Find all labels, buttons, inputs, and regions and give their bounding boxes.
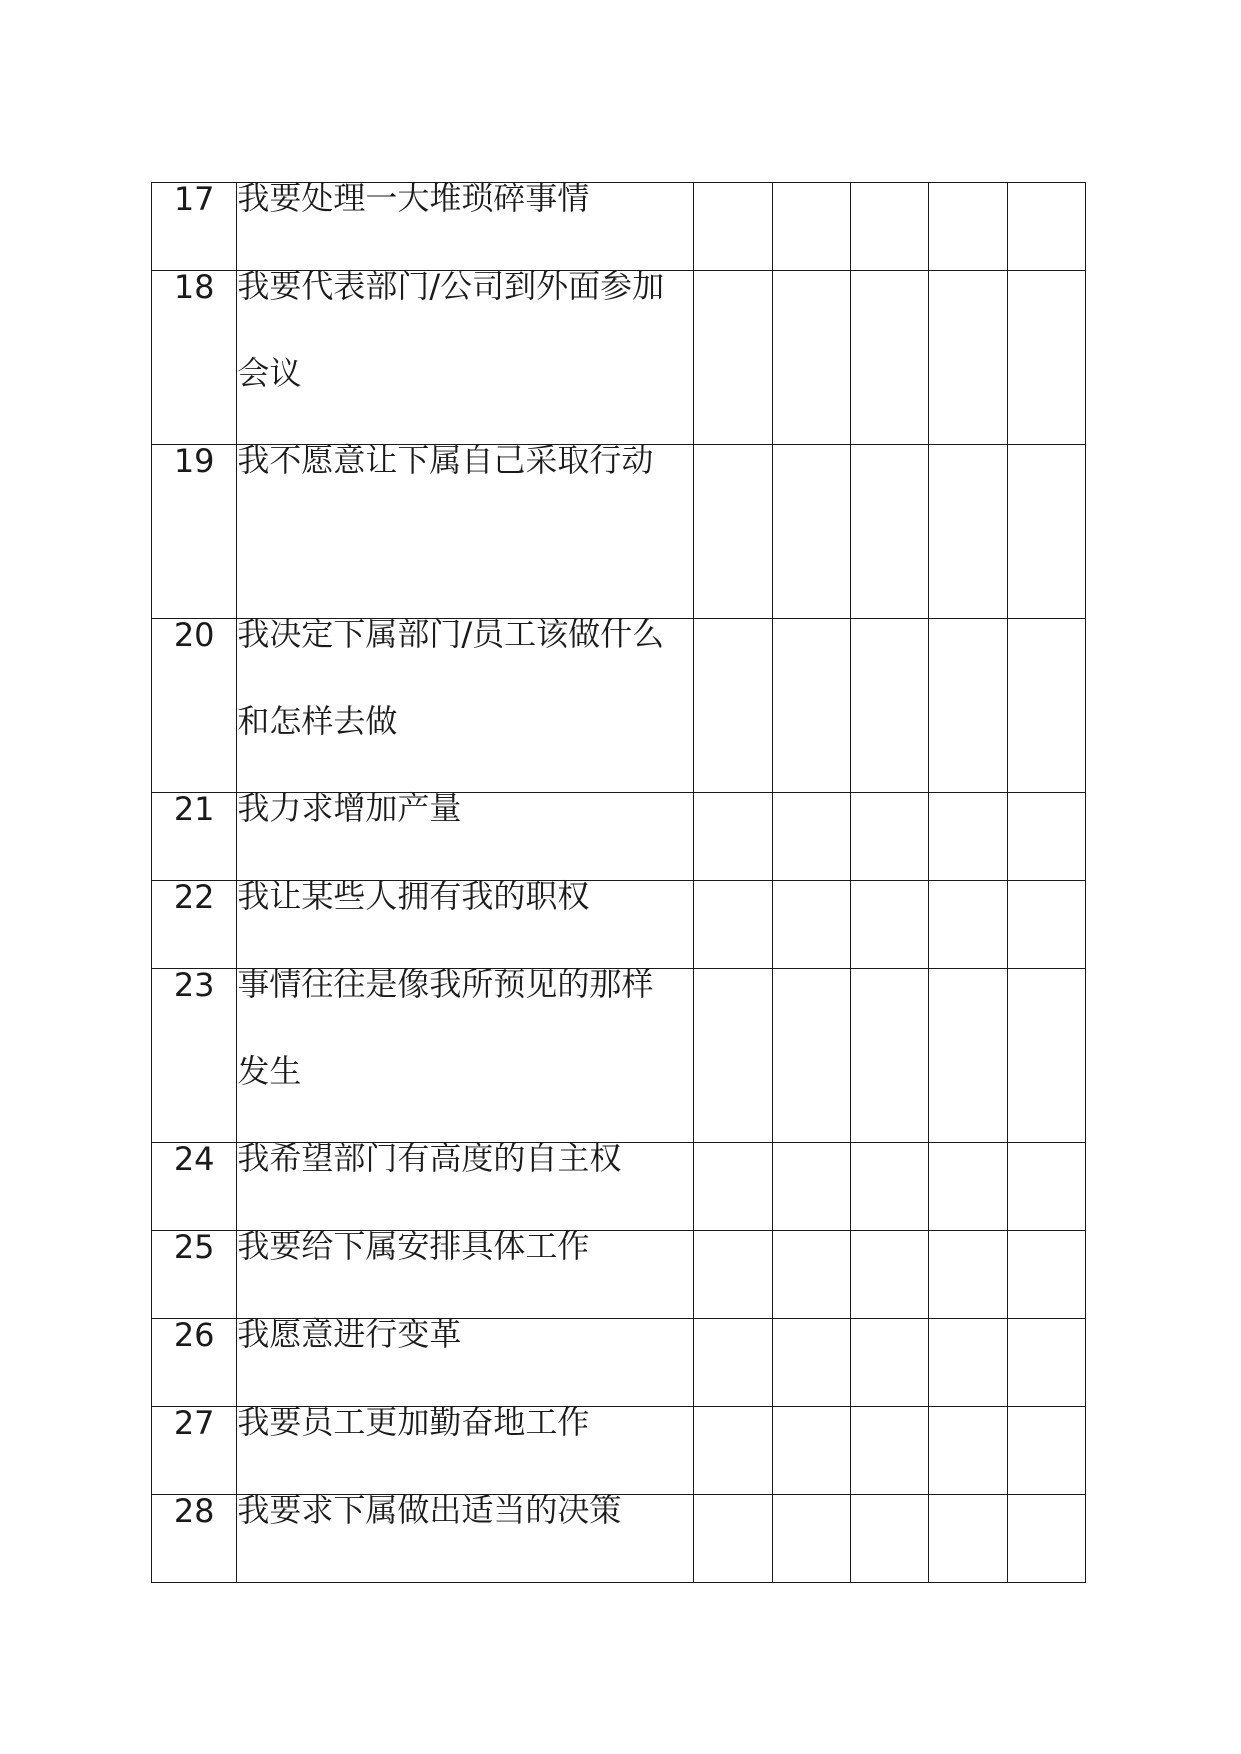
score-cell-1[interactable] <box>694 793 772 881</box>
score-cell-3[interactable] <box>850 969 928 1143</box>
item-statement: 我要处理一大堆琐碎事情 <box>237 179 590 217</box>
survey-table <box>151 179 1086 1583</box>
score-cell-4[interactable] <box>929 969 1007 1143</box>
item-number: 28 <box>152 1495 237 1583</box>
score-cell-3[interactable] <box>850 619 928 793</box>
score-cell-3[interactable] <box>850 881 928 969</box>
item-statement: 我要求下属做出适当的决策 <box>237 1491 622 1529</box>
item-statement: 我要给下属安排具体工作 <box>237 1227 590 1265</box>
score-cell-1[interactable] <box>694 619 772 793</box>
item-number: 22 <box>152 881 237 969</box>
score-cell-1[interactable] <box>694 1143 772 1231</box>
item-statement-cell <box>237 1491 694 1583</box>
score-cell-4[interactable] <box>929 445 1007 619</box>
score-cell-2[interactable] <box>772 793 850 881</box>
score-cell-5[interactable] <box>1007 793 1085 881</box>
score-cell-2[interactable] <box>772 969 850 1143</box>
score-cell-3[interactable] <box>850 445 928 619</box>
score-cell-3[interactable] <box>850 271 928 445</box>
score-cell-3[interactable] <box>850 1143 928 1231</box>
score-cell-5[interactable] <box>1007 1407 1085 1495</box>
score-cell-1[interactable] <box>694 271 772 445</box>
score-cell-2[interactable] <box>772 1495 850 1583</box>
item-statement: 我力求增加产量 <box>237 789 462 827</box>
score-cell-3[interactable] <box>850 793 928 881</box>
score-cell-2[interactable] <box>772 881 850 969</box>
item-number: 20 <box>152 619 237 793</box>
score-cell-2[interactable] <box>772 1231 850 1319</box>
score-cell-1[interactable] <box>694 1319 772 1407</box>
score-cell-4[interactable] <box>929 1407 1007 1495</box>
score-cell-1[interactable] <box>694 183 772 271</box>
score-cell-3[interactable] <box>850 183 928 271</box>
score-cell-2[interactable] <box>772 619 850 793</box>
item-number: 27 <box>152 1407 237 1495</box>
item-statement: 我不愿意让下属自己采取行动 <box>237 441 654 479</box>
score-cell-4[interactable] <box>929 1495 1007 1583</box>
item-statement: 我要员工更加勤奋地工作 <box>237 1403 590 1441</box>
score-cell-4[interactable] <box>929 183 1007 271</box>
score-cell-5[interactable] <box>1007 881 1085 969</box>
score-cell-4[interactable] <box>929 619 1007 793</box>
score-cell-4[interactable] <box>929 1319 1007 1407</box>
item-number: 23 <box>152 969 237 1143</box>
score-cell-5[interactable] <box>1007 1319 1085 1407</box>
score-cell-1[interactable] <box>694 969 772 1143</box>
item-number: 26 <box>152 1319 237 1407</box>
score-cell-2[interactable] <box>772 1143 850 1231</box>
score-cell-1[interactable] <box>694 1495 772 1583</box>
score-cell-1[interactable] <box>694 1407 772 1495</box>
score-cell-5[interactable] <box>1007 619 1085 793</box>
item-number: 25 <box>152 1231 237 1319</box>
score-cell-3[interactable] <box>850 1231 928 1319</box>
score-cell-1[interactable] <box>694 881 772 969</box>
item-statement: 我让某些人拥有我的职权 <box>237 877 590 915</box>
item-statement: 我希望部门有高度的自主权 <box>237 1139 622 1177</box>
score-cell-5[interactable] <box>1007 183 1085 271</box>
score-cell-5[interactable] <box>1007 1495 1085 1583</box>
score-cell-1[interactable] <box>694 445 772 619</box>
item-number: 17 <box>152 183 237 271</box>
score-cell-5[interactable] <box>1007 1143 1085 1231</box>
item-number: 24 <box>152 1143 237 1231</box>
score-cell-2[interactable] <box>772 445 850 619</box>
score-cell-5[interactable] <box>1007 445 1085 619</box>
score-cell-5[interactable] <box>1007 271 1085 445</box>
item-statement: 我要代表部门/公司到外面参加会议 <box>237 267 665 392</box>
score-cell-3[interactable] <box>850 1407 928 1495</box>
score-cell-5[interactable] <box>1007 969 1085 1143</box>
score-cell-4[interactable] <box>929 1143 1007 1231</box>
item-statement: 事情往往是像我所预见的那样发生 <box>237 965 654 1090</box>
score-cell-3[interactable] <box>850 1319 928 1407</box>
item-statement: 我愿意进行变革 <box>237 1315 462 1353</box>
score-cell-2[interactable] <box>772 1319 850 1407</box>
score-cell-2[interactable] <box>772 183 850 271</box>
table-row <box>152 1495 1086 1583</box>
score-cell-2[interactable] <box>772 271 850 445</box>
score-cell-4[interactable] <box>929 793 1007 881</box>
score-cell-4[interactable] <box>929 1231 1007 1319</box>
item-number: 19 <box>152 445 237 619</box>
score-cell-5[interactable] <box>1007 1231 1085 1319</box>
score-cell-1[interactable] <box>694 1231 772 1319</box>
score-cell-2[interactable] <box>772 1407 850 1495</box>
score-cell-3[interactable] <box>850 1495 928 1583</box>
score-cell-4[interactable] <box>929 881 1007 969</box>
item-statement: 我决定下属部门/员工该做什么和怎样去做 <box>237 615 665 740</box>
item-number: 21 <box>152 793 237 881</box>
score-cell-4[interactable] <box>929 271 1007 445</box>
item-number: 18 <box>152 271 237 445</box>
